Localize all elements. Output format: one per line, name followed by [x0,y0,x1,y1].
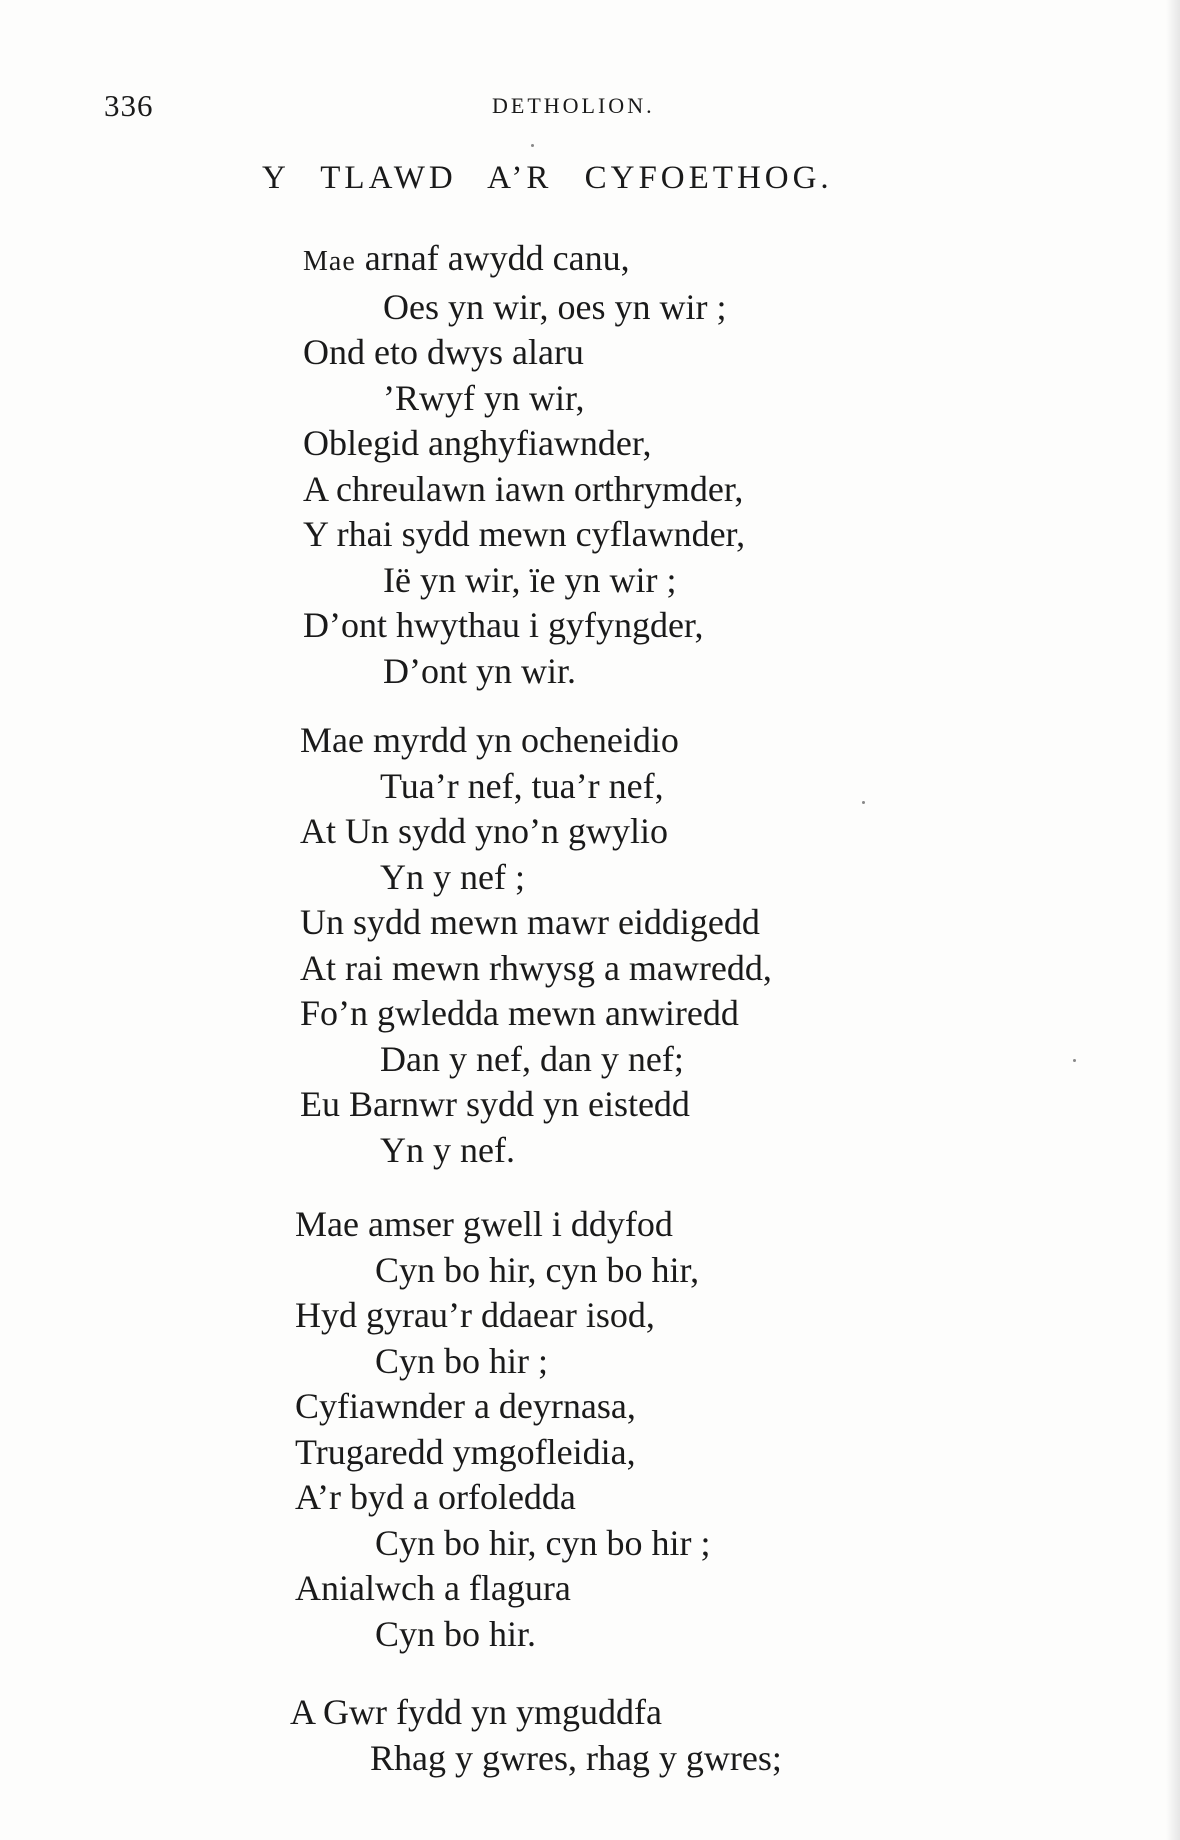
poem-line: D’ont yn wir. [383,650,576,691]
stanza-3 [295,1202,711,1657]
poem-line: Mae arnaf awydd canu, [303,238,630,278]
poem-line: Cyn bo hir, cyn bo hir, [375,1249,700,1290]
poem-line: Ië yn wir, ïe yn wir ; [383,559,677,600]
poem-line: Ond eto dwys alaru [303,332,584,372]
poem-line: Trugaredd ymgofleidia, [295,1431,636,1472]
poem-line: A Gwr fydd yn ymguddfa [290,1692,662,1732]
poem-line: Oblegid anghyfiawnder, [303,423,652,463]
poem-line: Dan y nef, dan y nef; [380,1038,684,1079]
poem-line: Un sydd mewn mawr eiddigedd [300,902,760,942]
page-number: 336 [104,88,154,123]
running-head: DETHOLION. [492,93,655,118]
stanza-2 [300,718,772,1173]
stanza-1 [303,236,745,694]
poem-line: Anialwch a flagura [295,1568,571,1608]
poem-line: Fo’n gwledda mewn anwiredd [300,993,739,1033]
page-edge-shadow [1166,0,1180,1840]
poem-line: Oes yn wir, oes yn wir ; [383,286,727,327]
poem-line: At Un sydd yno’n gwylio [300,811,668,851]
stanza-4 [290,1690,782,1781]
poem-line: A chreulawn iawn orthrymder, [303,468,744,509]
poem-line: Yn y nef ; [380,856,525,897]
poem-line: Mae amser gwell i ddyfod [295,1204,673,1244]
poem-line: Cyn bo hir ; [375,1340,549,1381]
poem-line: Y rhai sydd mewn cyflawnder, [303,514,746,554]
poem-line: D’ont hwythau i gyfyngder, [303,605,704,645]
poem-line: At rai mewn rhwysg a mawredd, [300,947,772,988]
poem-line: Yn y nef. [380,1129,515,1170]
poem-line: Cyfiawnder a deyrnasa, [295,1386,636,1426]
poem-line: Mae myrdd yn ocheneidio [300,720,679,760]
ink-speck [862,801,865,804]
ink-speck [1073,1059,1076,1062]
poem-line: Eu Barnwr sydd yn eistedd [300,1084,690,1124]
poem-title: Y TLAWD A’R CYFOETHOG. [262,160,833,196]
poem-line: Cyn bo hir. [375,1613,537,1654]
poem-line: Tua’r nef, tua’r nef, [380,765,664,806]
poem-line: Hyd gyrau’r ddaear isod, [295,1295,655,1335]
poem-line: A’r byd a orfoledda [295,1477,576,1517]
ink-speck [531,144,534,147]
drop-initial-word: Mae [303,246,356,277]
poem-line: ’Rwyf yn wir, [383,377,585,418]
poem-line: Cyn bo hir, cyn bo hir ; [375,1522,711,1563]
poem-line: Rhag y gwres, rhag y gwres; [370,1737,782,1778]
